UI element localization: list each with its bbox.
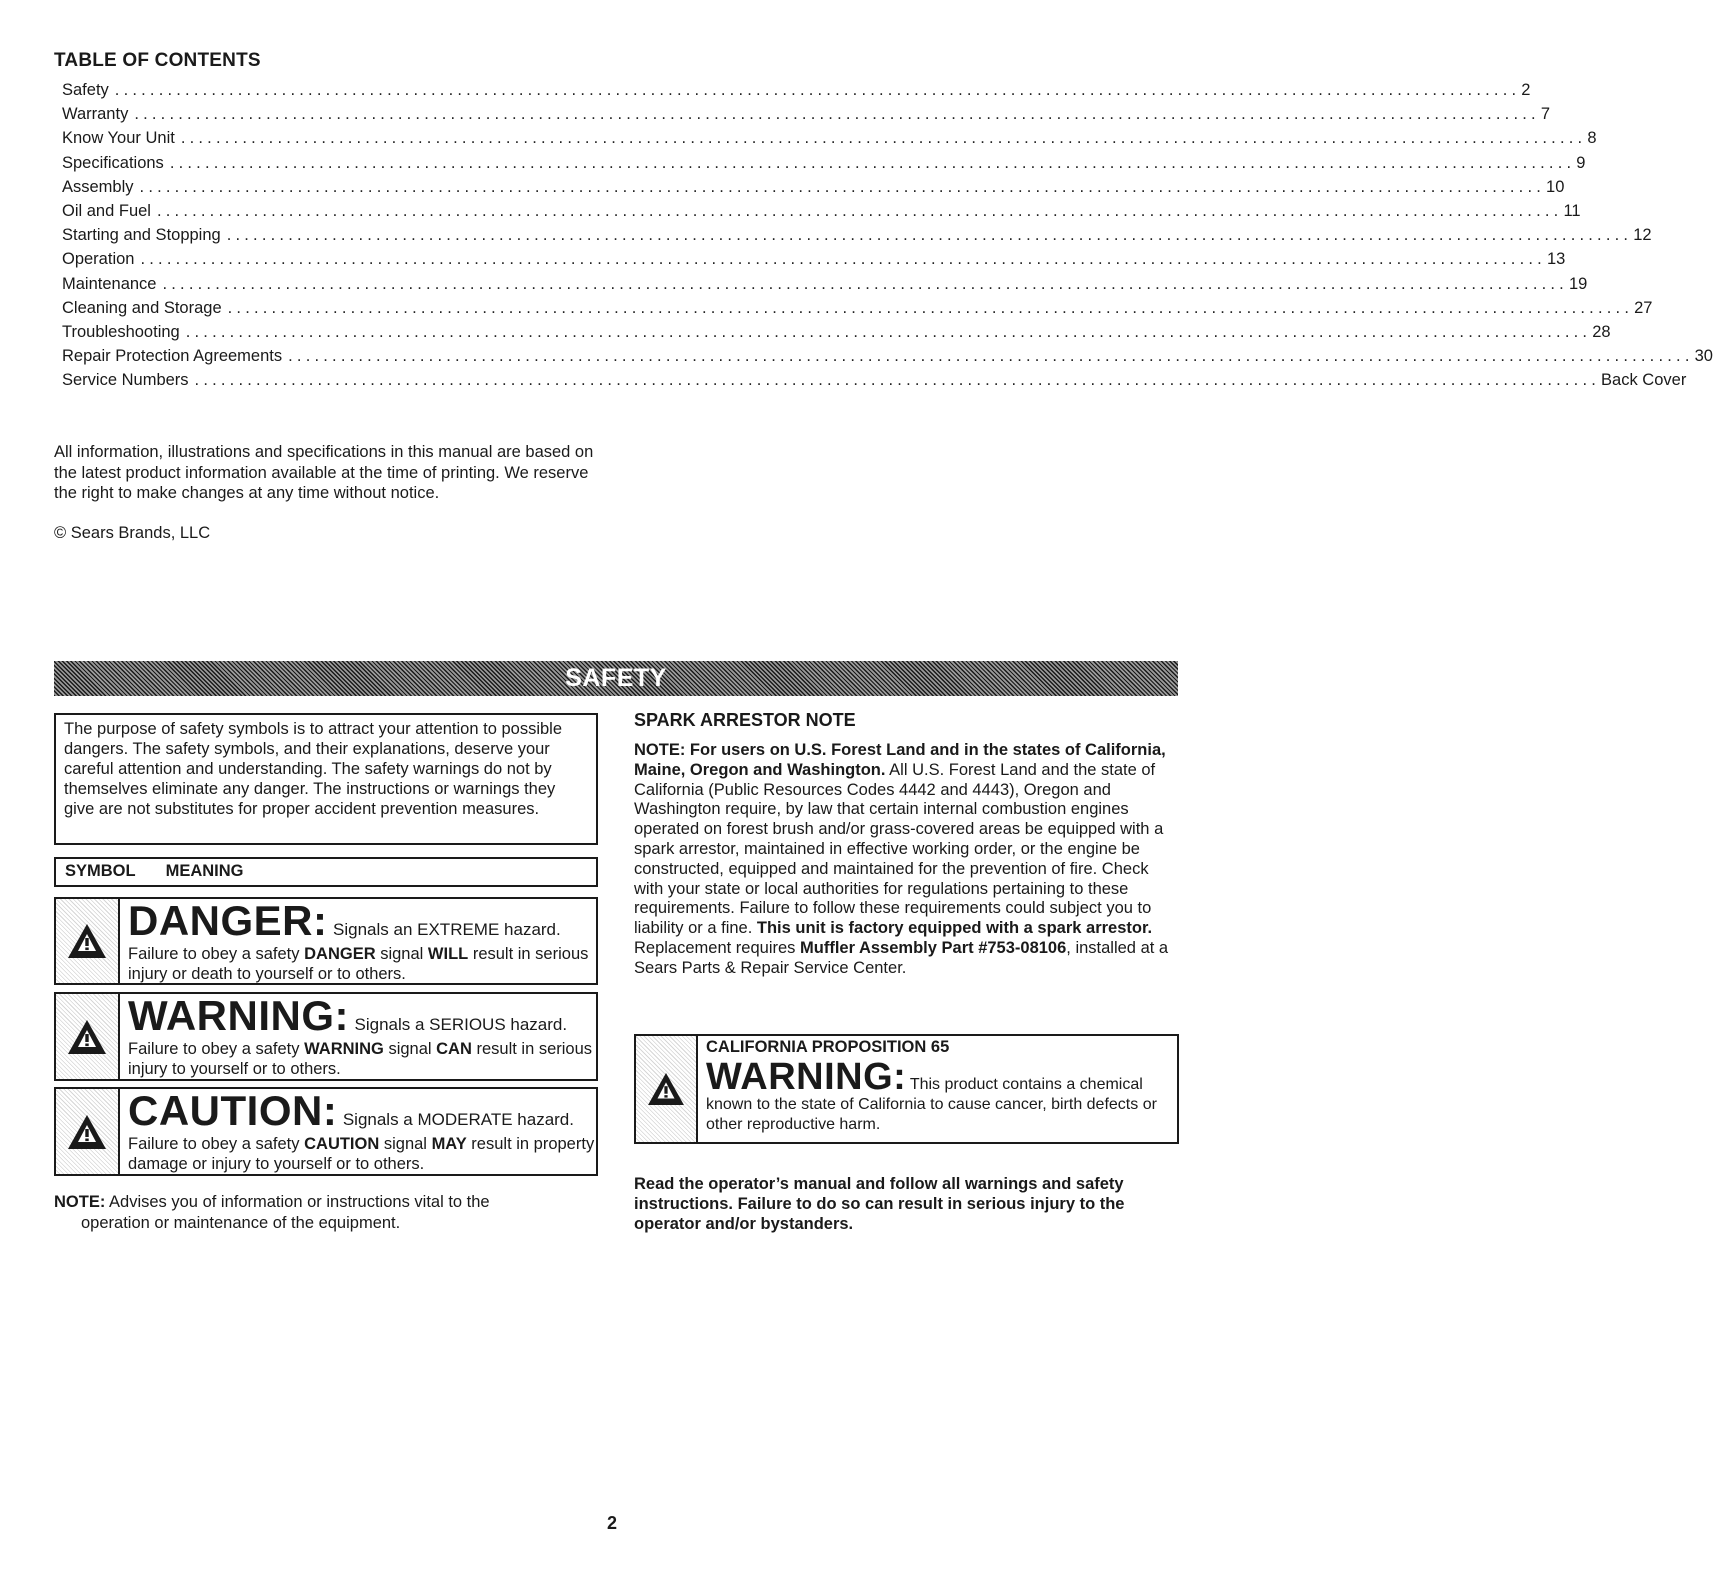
caution-description <box>128 1134 596 1174</box>
toc-entry-page: 9 <box>1576 153 1586 172</box>
caution-desc-bold: CAUTION <box>304 1135 380 1153</box>
toc-entry-title: Warranty <box>62 105 129 124</box>
toc-entry <box>62 298 1653 323</box>
warning-colon: : <box>334 992 349 1039</box>
prop65-description: known to the state of California to cause cancer, birth defects or other reproductive harm. <box>706 1096 1157 1133</box>
toc-entry-title: Troubleshooting <box>62 322 180 341</box>
warning-desc-part: result in serious injury to yourself or to others. <box>128 1040 593 1078</box>
warning-desc-part: Failure to obey a safety <box>128 1040 305 1058</box>
toc-entry-title: Starting and Stopping <box>62 226 221 245</box>
toc-entry <box>62 274 1588 299</box>
toc-entry-page: 19 <box>1568 274 1588 293</box>
caution-desc-part: result in property damage or injury to yourself or to others. <box>128 1135 595 1173</box>
toc-entry-title: Know Your Unit <box>62 129 175 148</box>
toc-leader-dots: ................................................................................................................................................................ <box>227 298 1634 317</box>
note-text-line2: operation or maintenance of the equipment. <box>81 1214 401 1232</box>
spark-text: Replacement requires <box>634 938 800 957</box>
prop65-colon: : <box>893 1056 906 1098</box>
toc-entry-title: Oil and Fuel <box>62 201 151 220</box>
toc-entry <box>62 322 1611 347</box>
spark-bold-text: This unit is factory equipped with a spark arrestor. <box>756 919 1153 938</box>
toc-leader-dots: ................................................................................................................................................................ <box>156 201 1563 220</box>
danger-desc-part: Failure to obey a safety <box>128 945 305 963</box>
danger-desc-part: result in serious injury or death to yourself or to others. <box>128 945 589 983</box>
warning-word: WARNING <box>128 992 335 1039</box>
symbol-column-label: SYMBOL <box>65 862 136 880</box>
toc-entry <box>62 226 1652 250</box>
spark-bold-text: Muffler Assembly Part #753-08106 <box>800 938 1067 957</box>
safety-purpose-box: The purpose of safety symbols is to attract your attention to possible dangers. The safety symbols, and their explanations, deserve your careful attention and understanding. The safety warnings do not by themselves eliminate any danger. The instructions or warnings they give are not substitutes for proper accident prevention measures. <box>54 713 598 845</box>
toc-entry-page: 28 <box>1592 322 1611 341</box>
caution-text <box>120 1089 596 1174</box>
toc-entry-page: 12 <box>1633 226 1652 245</box>
note-label: NOTE: <box>54 1193 106 1211</box>
toc-leader-dots: ................................................................................................................................................................ <box>180 129 1587 148</box>
toc-leader-dots: ................................................................................................................................................................ <box>114 81 1521 99</box>
toc-entry-title: Operation <box>62 250 135 269</box>
safety-banner-title: SAFETY <box>565 664 667 692</box>
copyright: © Sears Brands, LLC <box>54 524 211 542</box>
caution-desc-bold: MAY <box>431 1135 467 1153</box>
caution-icon-cell <box>56 1089 120 1174</box>
toc-entry-page: 30 <box>1694 347 1713 366</box>
intro-paragraph: All information, illustrations and specifications in this manual are based on the latest product information available at the time of printing. We reserve the right to make changes at any time without notice. <box>54 443 594 502</box>
safety-banner <box>54 661 1178 696</box>
warning-icon-cell <box>56 994 120 1079</box>
caution-colon: : <box>322 1087 337 1134</box>
prop65-header: CALIFORNIA PROPOSITION 65 <box>706 1038 950 1056</box>
danger-desc-part: signal <box>375 945 428 963</box>
spark-bold-text: NOTE: For users on U.S. Forest Land and in the states of California, Maine, Oregon and Washington. <box>634 741 1166 779</box>
warning-description <box>128 1039 596 1079</box>
danger-short: Signals an EXTREME hazard. <box>333 920 561 939</box>
toc-entry <box>62 201 1581 226</box>
danger-desc-bold: DANGER <box>304 945 376 963</box>
caution-desc-part: Failure to obey a safety <box>128 1135 305 1153</box>
toc-entry-page: Back Cover <box>1601 371 1687 390</box>
california-prop65-box <box>634 1034 1179 1144</box>
warning-short: Signals a SERIOUS hazard. <box>354 1015 568 1034</box>
warning-text <box>120 994 596 1079</box>
toc-leader-dots: ................................................................................................................................................................ <box>140 250 1546 269</box>
toc-leader-dots: ................................................................................................................................................................ <box>162 274 1568 293</box>
toc-leader-dots: ................................................................................................................................................................ <box>194 371 1601 390</box>
toc-leader-dots: ................................................................................................................................................................ <box>288 347 1694 366</box>
toc-list <box>62 81 1713 395</box>
danger-colon: : <box>313 897 328 944</box>
toc-entry-title: Repair Protection Agreements <box>62 347 283 366</box>
toc-leader-dots: ................................................................................................................................................................ <box>185 322 1592 341</box>
toc-entry-page: 10 <box>1546 177 1565 196</box>
spark-text: All U.S. Forest Land and the state of California (Public Resources Codes 4442 and 4443), Oregon and Washington require, by law that certain internal combustion engines operated on forest brush and/or grass-covered areas be equipped with a spark arrestor, maintained in effective working order, or the engine be constructed, equipped and maintained for the prevention of fire. Check with your state or local authorities for regulations pertaining to these requirements. Failure to follow these requirements could subject you to liability or a fine. <box>634 760 1164 938</box>
toc-leader-dots: ................................................................................................................................................................ <box>169 153 1576 172</box>
prop65-icon-cell <box>636 1036 698 1142</box>
danger-signal-box <box>54 897 598 985</box>
toc-heading: TABLE OF CONTENTS <box>54 50 261 71</box>
toc-entry <box>62 105 1550 129</box>
toc-entry <box>62 81 1531 105</box>
safety-alert-icon <box>67 1019 107 1055</box>
caution-word: CAUTION <box>128 1087 323 1134</box>
prop65-warning-word: WARNING <box>706 1056 894 1098</box>
caution-short: Signals a MODERATE hazard. <box>342 1110 574 1129</box>
danger-text <box>120 899 596 983</box>
meaning-column-label: MEANING <box>165 862 244 880</box>
toc-entry-page: 7 <box>1540 105 1550 124</box>
spark-arrestor-paragraph <box>634 741 1179 979</box>
spark-text: , installed at a Sears Parts & Repair Service Center. <box>634 938 1169 977</box>
toc-entry-page: 2 <box>1521 81 1531 99</box>
toc-entry-title: Maintenance <box>62 274 157 293</box>
toc-entry <box>62 371 1687 395</box>
safety-alert-icon <box>67 923 107 959</box>
spark-arrestor-heading: SPARK ARRESTOR NOTE <box>634 710 856 730</box>
prop65-text <box>698 1036 1177 1142</box>
toc-entry-page: 11 <box>1563 201 1581 220</box>
toc-entry-title: Cleaning and Storage <box>62 298 222 317</box>
toc-leader-dots: ................................................................................................................................................................ <box>134 105 1540 124</box>
toc-leader-dots: ................................................................................................................................................................ <box>139 177 1546 196</box>
danger-word: DANGER <box>128 897 314 944</box>
toc-entry <box>62 177 1565 202</box>
toc-entry-page: 13 <box>1546 250 1566 269</box>
caution-desc-part: signal <box>379 1135 432 1153</box>
toc-entry-title: Assembly <box>62 177 134 196</box>
prop65-short: This product contains a chemical <box>909 1076 1143 1093</box>
toc-entry <box>62 153 1586 178</box>
toc-entry-page: 27 <box>1634 298 1653 317</box>
note-paragraph <box>54 1192 598 1234</box>
note-text-line1: Advises you of information or instructions vital to the <box>105 1193 490 1211</box>
symbol-meaning-header <box>54 857 598 887</box>
danger-icon-cell <box>56 899 120 983</box>
safety-alert-icon <box>67 1114 107 1150</box>
read-manual-warning: Read the operator’s manual and follow all warnings and safety instructions. Failure to do so can result in serious injury to the operator and/or bystanders. <box>634 1175 1125 1233</box>
warning-desc-bold: WARNING <box>304 1040 384 1058</box>
danger-desc-bold: WILL <box>427 945 469 963</box>
toc-entry <box>62 129 1597 153</box>
toc-entry-title: Service Numbers <box>62 371 189 390</box>
toc-leader-dots: ................................................................................................................................................................ <box>226 226 1633 245</box>
warning-desc-bold: CAN <box>436 1040 472 1058</box>
danger-description <box>128 944 596 984</box>
warning-desc-part: signal <box>383 1040 437 1058</box>
warning-signal-box <box>54 992 598 1081</box>
toc-entry-page: 8 <box>1587 129 1597 148</box>
safety-alert-icon <box>647 1072 685 1106</box>
toc-entry <box>62 250 1566 274</box>
toc-entry-title: Specifications <box>62 153 164 172</box>
toc-entry <box>62 347 1713 371</box>
page-number: 2 <box>606 1513 617 1533</box>
toc-entry-title: Safety <box>62 81 109 99</box>
caution-signal-box <box>54 1087 598 1176</box>
